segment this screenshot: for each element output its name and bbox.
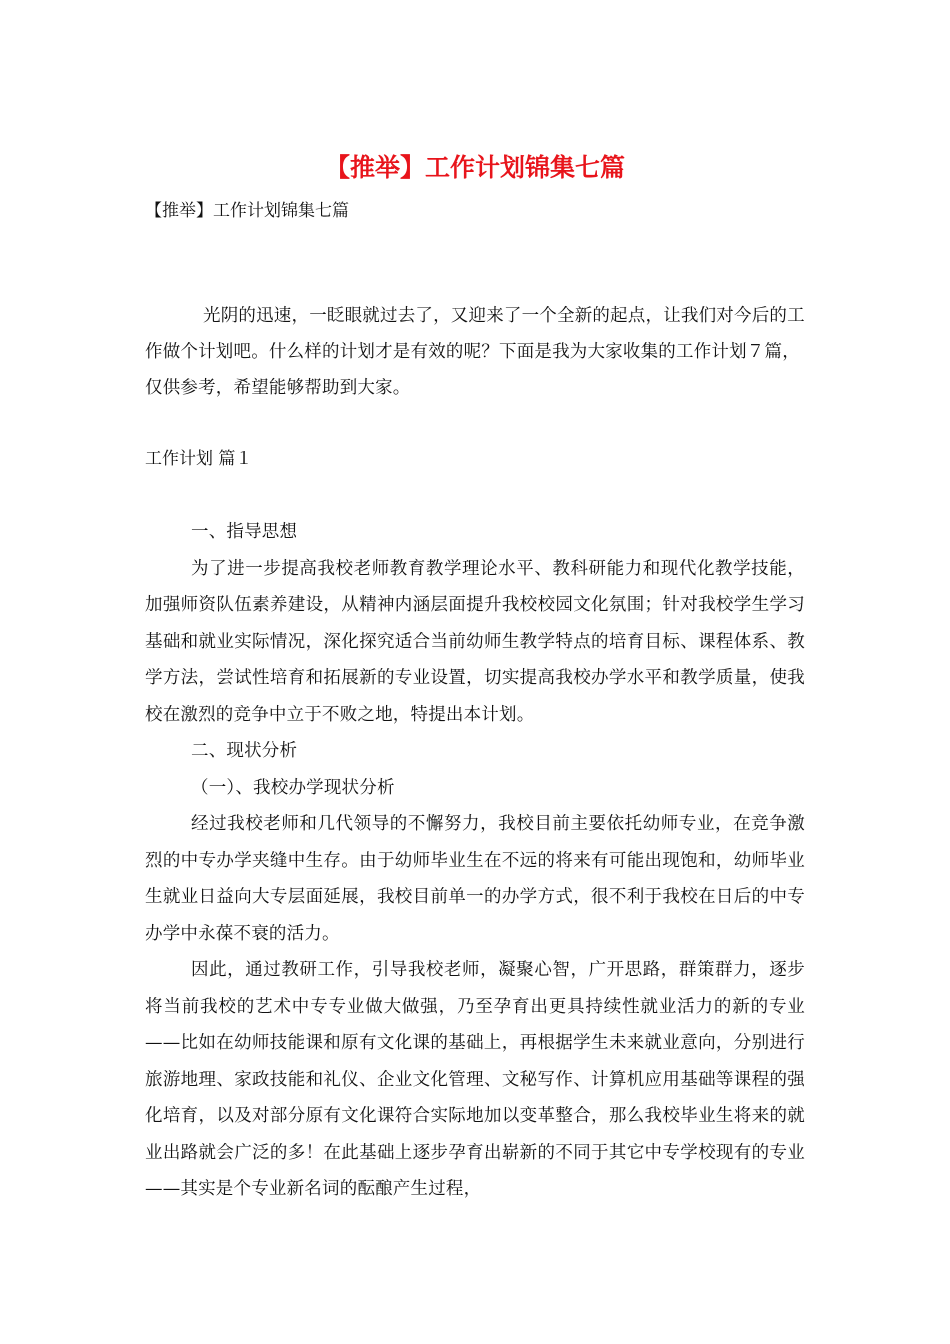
subheading-school-status: （一）、我校办学现状分析 [191,777,395,798]
document-title: 【推举】工作计划锦集七篇 [324,153,625,182]
document-subtitle: 【推举】工作计划锦集七篇 [145,201,349,221]
heading-guiding-ideology: 一、指导思想 [191,522,298,542]
body-paragraph: 因此，通过教研工作，引导我校老师，凝聚心智，广开思路，群策群力，逐步将当前我校的艺术中专专业做大做强，乃至孕育出更具持续性就业活力的新的专业——比如在幼师技能课和原有文化课的基础上，再根据学生未来就业意向，分别进行旅游地理、家政技能和礼仪、企业文化管理、文秘写作、计算机应用基础等课程的强化培育，以及对部分原有文化课符合实际地加以变革整合，那么我校毕业生将来的就业出路就会广泛的多！在此基础上逐步孕育出崭新的不同于其它中专学校现有的专业——其实是个专业新名词的酝酿产生过程， [145,960,805,1199]
heading-status-analysis: 二、现状分析 [191,741,298,761]
body-text [145,514,805,1208]
section-heading: 工作计划 篇１ [145,449,253,469]
intro-paragraph: 光阴的迅速，一眨眼就过去了，又迎来了一个全新的起点，让我们对今后的工作做个计划吧。什么样的计划才是有效的呢？下面是我为大家收集的工作计划７篇，仅供参考，希望能够帮助到大家。 [145,306,805,398]
body-paragraph: 经过我校老师和几代领导的不懈努力，我校目前主要依托幼师专业，在竞争激烈的中专办学夹缝中生存。由于幼师毕业生在不远的将来有可能出现饱和，幼师毕业生就业日益向大专层面延展，我校目前单一的办学方式，很不利于我校在日后的中专办学中永葆不衰的活力。 [145,814,805,944]
body-paragraph: 为了进一步提高我校老师教育教学理论水平、教科研能力和现代化教学技能，加强师资队伍素养建设，从精神内涵层面提升我校校园文化氛围；针对我校学生学习基础和就业实际情况，深化探究适合当前幼师生教学特点的培育目标、课程体系、教学方法，尝试性培育和拓展新的专业设置，切实提高我校办学水平和教学质量，使我校在激烈的竞争中立于不败之地，特提出本计划。 [145,558,805,725]
